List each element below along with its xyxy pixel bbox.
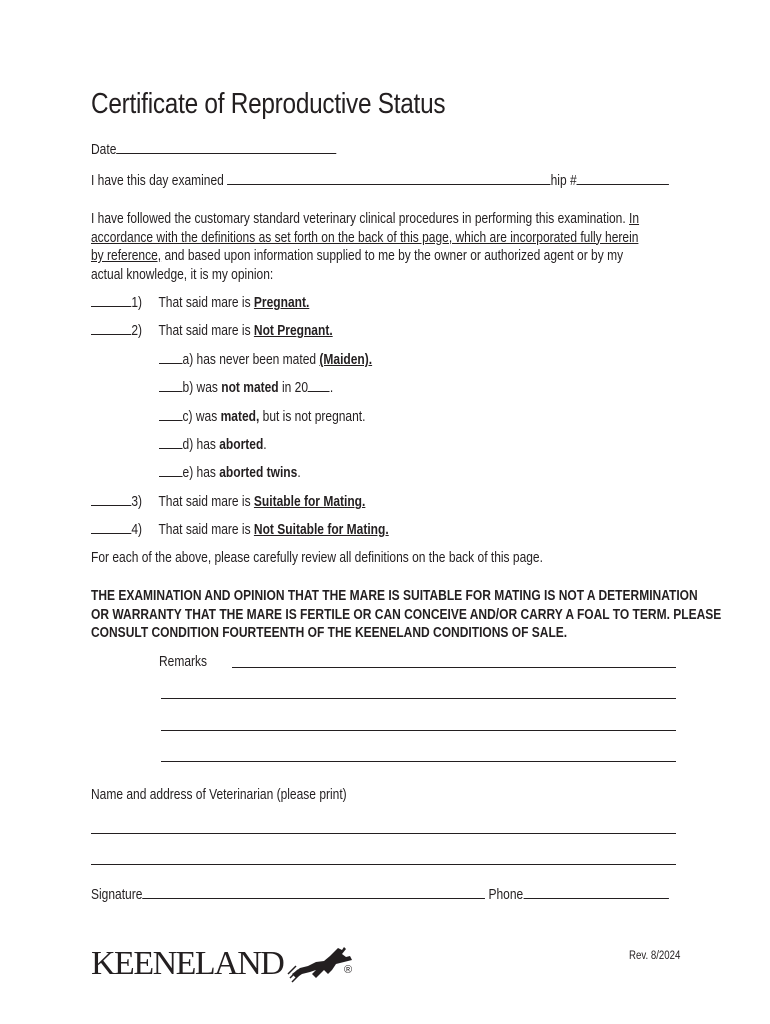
hip-number-field[interactable] [577,172,669,185]
sub-e-checkbox-line[interactable] [159,464,183,477]
date-label: Date [91,142,117,158]
examined-row [91,172,770,190]
revision-label: Rev. 8/2024 [629,950,681,962]
keeneland-logo: KEENELAND [91,945,284,982]
item-suitable: 3) That said mare is Suitable for Mating. [91,493,418,511]
item-not-pregnant: 2) That said mare is Not Pregnant. [91,322,379,340]
sub-c-checkbox-line[interactable] [159,408,183,421]
remarks-line-1[interactable] [232,667,676,668]
sub-d-checkbox-line[interactable] [159,436,183,449]
sub-item-aborted-twins: e) has aborted twins. [159,464,328,482]
phone-field[interactable] [523,886,668,899]
opinion-paragraph: I have followed the customary standard veterinary clinical procedures in performing this examination. In accordance with the definitions as set forth on the back of this page, which are incorporated fully herein by reference, and based upon information supplied to me by the owner or authorized agent or by my actual knowledge, it is my opinion: [91,211,640,283]
remarks-line-3[interactable] [161,730,676,731]
page-title: Certificate of Reproductive Status [91,88,446,120]
warning-notice: THE EXAMINATION AND OPINION THAT THE MARE IS SUITABLE FOR MATING IS NOT A DETERMINATION OR WARRANTY THAT THE MARE IS FERTILE OR CAN CONCEIVE AND/OR CARRY A FOAL TO TERM. PLEASE CONSULT CONDITION FOURTEENTH OF THE KEENELAND CONDITIONS OF SALE. [91,588,722,641]
signature-label: Signature [91,887,143,903]
sub-item-maiden: a) has never been mated (Maiden). [159,351,413,369]
not-mated-year-field[interactable] [308,379,330,392]
remarks-label: Remarks [159,654,208,670]
sub-item-mated: c) was mated, but is not pregnant. [159,408,405,426]
signature-row [91,886,770,904]
sub-item-not-mated: b) was not mated in 20 . [159,379,366,397]
signature-field[interactable] [142,886,485,899]
sub-item-aborted: d) has aborted. [159,436,287,454]
examined-label: I have this day examined [91,173,224,189]
review-note: For each of the above, please carefully review all definitions on the back of this page. [91,550,543,566]
item-2-checkbox-line[interactable] [91,322,131,335]
date-row [91,141,383,159]
sub-a-checkbox-line[interactable] [159,351,183,364]
vet-label: Name and address of Veterinarian (please print) [91,787,347,803]
item-1-checkbox-line[interactable] [91,294,131,307]
item-not-suitable: 4) That said mare is Not Suitable for Mating. [91,521,445,539]
remarks-line-2[interactable] [161,698,676,699]
item-pregnant: 1) That said mare is Pregnant. [91,294,351,312]
phone-label: Phone [488,887,524,903]
vet-address-line-1[interactable] [91,833,676,834]
vet-address-line-2[interactable] [91,864,676,865]
item-3-checkbox-line[interactable] [91,493,131,506]
registered-mark: ® [344,964,353,976]
remarks-line-4[interactable] [161,761,676,762]
hip-label: hip # [550,173,577,189]
sub-b-checkbox-line[interactable] [159,379,183,392]
date-field[interactable] [116,141,336,154]
item-4-checkbox-line[interactable] [91,521,131,534]
horse-name-field[interactable] [227,172,550,185]
